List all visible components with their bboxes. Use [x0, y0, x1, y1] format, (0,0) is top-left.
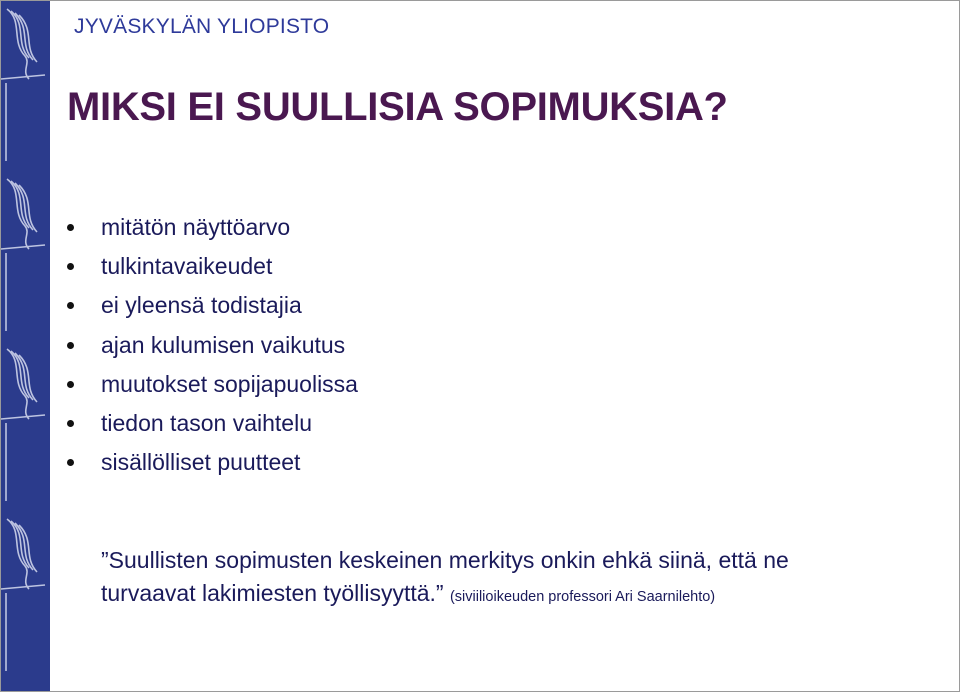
bullet-dot-icon [67, 342, 74, 349]
bullet-dot-icon [67, 459, 74, 466]
bullet-text: muutokset sopijapuolissa [101, 370, 358, 397]
bullet-text: tiedon tason vaihtelu [101, 409, 312, 436]
university-name: JYVÄSKYLÄN YLIOPISTO [74, 15, 330, 38]
bullet-item [67, 326, 358, 365]
bullet-text: tulkintavaikeudet [101, 253, 273, 280]
flame-motif-4 [1, 519, 45, 671]
bullet-item [67, 247, 358, 286]
bullet-text: mitätön näyttöarvo [101, 214, 291, 240]
bullet-item [67, 443, 358, 482]
slide-title: MIKSI EI SUULLISIA SOPIMUKSIA? [67, 85, 728, 129]
bullet-text: ei yleensä todistajia [101, 292, 302, 319]
bullet-item [67, 365, 358, 404]
quote-block [101, 544, 931, 614]
bullet-dot-icon [67, 224, 74, 231]
flame-pattern-icon [1, 1, 50, 691]
bullet-item [67, 286, 358, 325]
quote-line-2-text: turvaavat lakimiesten työllisyyttä.” [101, 580, 444, 606]
flame-motif-2 [1, 179, 45, 331]
bullet-text: ajan kulumisen vaikutus [101, 331, 346, 358]
bullet-dot-icon [67, 381, 74, 388]
flame-motif-3 [1, 349, 45, 501]
bullet-list [67, 208, 358, 482]
quote-attribution: (siviilioikeuden professori Ari Saarnilehto) [449, 589, 716, 605]
side-band [1, 1, 50, 691]
bullet-dot-icon [67, 263, 74, 270]
bullet-item [67, 404, 358, 443]
bullet-text: sisällölliset puutteet [101, 449, 301, 476]
bullet-dot-icon [67, 420, 74, 427]
bullet-dot-icon [67, 302, 74, 309]
quote-line-1: ”Suullisten sopimusten keskeinen merkitys onkin ehkä siinä, että ne [101, 547, 789, 573]
quote-line-2 [101, 577, 931, 614]
flame-motif-1 [1, 9, 45, 161]
bullet-item [67, 208, 358, 247]
